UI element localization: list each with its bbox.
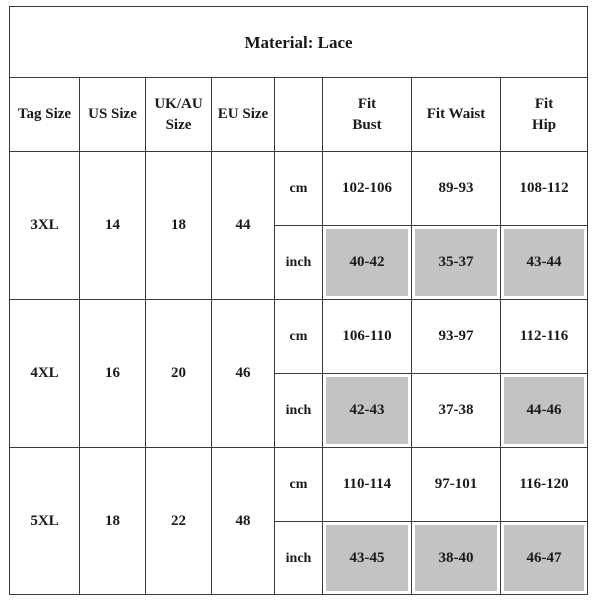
header-eu-size: EU Size <box>212 78 275 152</box>
us-size-cell: 18 <box>80 448 146 595</box>
waist-cm-cell: 89-93 <box>412 152 501 226</box>
size-chart-table <box>9 6 588 595</box>
header-ukau-size <box>146 78 212 152</box>
eu-size-cell: 48 <box>212 448 275 595</box>
bust-inch-cell: 43-45 <box>323 522 412 595</box>
header-ukau-line2: Size <box>165 116 192 133</box>
title-row <box>10 7 588 78</box>
bust-cm-cell: 106-110 <box>323 300 412 374</box>
us-size-cell: 16 <box>80 300 146 448</box>
unit-inch-cell: inch <box>275 522 323 595</box>
table-row <box>10 448 588 522</box>
hip-cm-cell: 108-112 <box>501 152 588 226</box>
ukau-size-cell: 20 <box>146 300 212 448</box>
header-bust-line1: Fit <box>357 95 377 112</box>
header-fit-bust <box>323 78 412 152</box>
bust-inch-cell: 42-43 <box>323 374 412 448</box>
unit-inch-cell: inch <box>275 226 323 300</box>
unit-cm-cell: cm <box>275 152 323 226</box>
bust-cm-cell: 110-114 <box>323 448 412 522</box>
tag-size-cell: 4XL <box>10 300 80 448</box>
waist-inch-cell: 38-40 <box>412 522 501 595</box>
eu-size-cell: 44 <box>212 152 275 300</box>
ukau-size-cell: 22 <box>146 448 212 595</box>
header-us-size: US Size <box>80 78 146 152</box>
eu-size-cell: 46 <box>212 300 275 448</box>
header-fit-hip <box>501 78 588 152</box>
hip-inch-cell: 44-46 <box>501 374 588 448</box>
unit-inch-cell: inch <box>275 374 323 448</box>
header-fit-waist: Fit Waist <box>412 78 501 152</box>
header-ukau-line1: UK/AU <box>154 95 203 112</box>
waist-inch-cell: 37-38 <box>412 374 501 448</box>
bust-inch-cell: 40-42 <box>323 226 412 300</box>
ukau-size-cell: 18 <box>146 152 212 300</box>
header-hip-line1: Fit <box>534 95 554 112</box>
unit-cm-cell: cm <box>275 448 323 522</box>
hip-cm-cell: 112-116 <box>501 300 588 374</box>
table-row <box>10 300 588 374</box>
hip-cm-cell: 116-120 <box>501 448 588 522</box>
waist-cm-cell: 93-97 <box>412 300 501 374</box>
hip-inch-cell: 46-47 <box>501 522 588 595</box>
hip-inch-cell: 43-44 <box>501 226 588 300</box>
waist-inch-cell: 35-37 <box>412 226 501 300</box>
us-size-cell: 14 <box>80 152 146 300</box>
waist-cm-cell: 97-101 <box>412 448 501 522</box>
header-unit <box>275 78 323 152</box>
tag-size-cell: 3XL <box>10 152 80 300</box>
header-row <box>10 78 588 152</box>
header-tag-size: Tag Size <box>10 78 80 152</box>
table-row <box>10 152 588 226</box>
bust-cm-cell: 102-106 <box>323 152 412 226</box>
unit-cm-cell: cm <box>275 300 323 374</box>
chart-title: Material: Lace <box>10 7 588 78</box>
header-bust-line2: Bust <box>352 116 382 133</box>
header-hip-line2: Hip <box>531 116 557 133</box>
tag-size-cell: 5XL <box>10 448 80 595</box>
